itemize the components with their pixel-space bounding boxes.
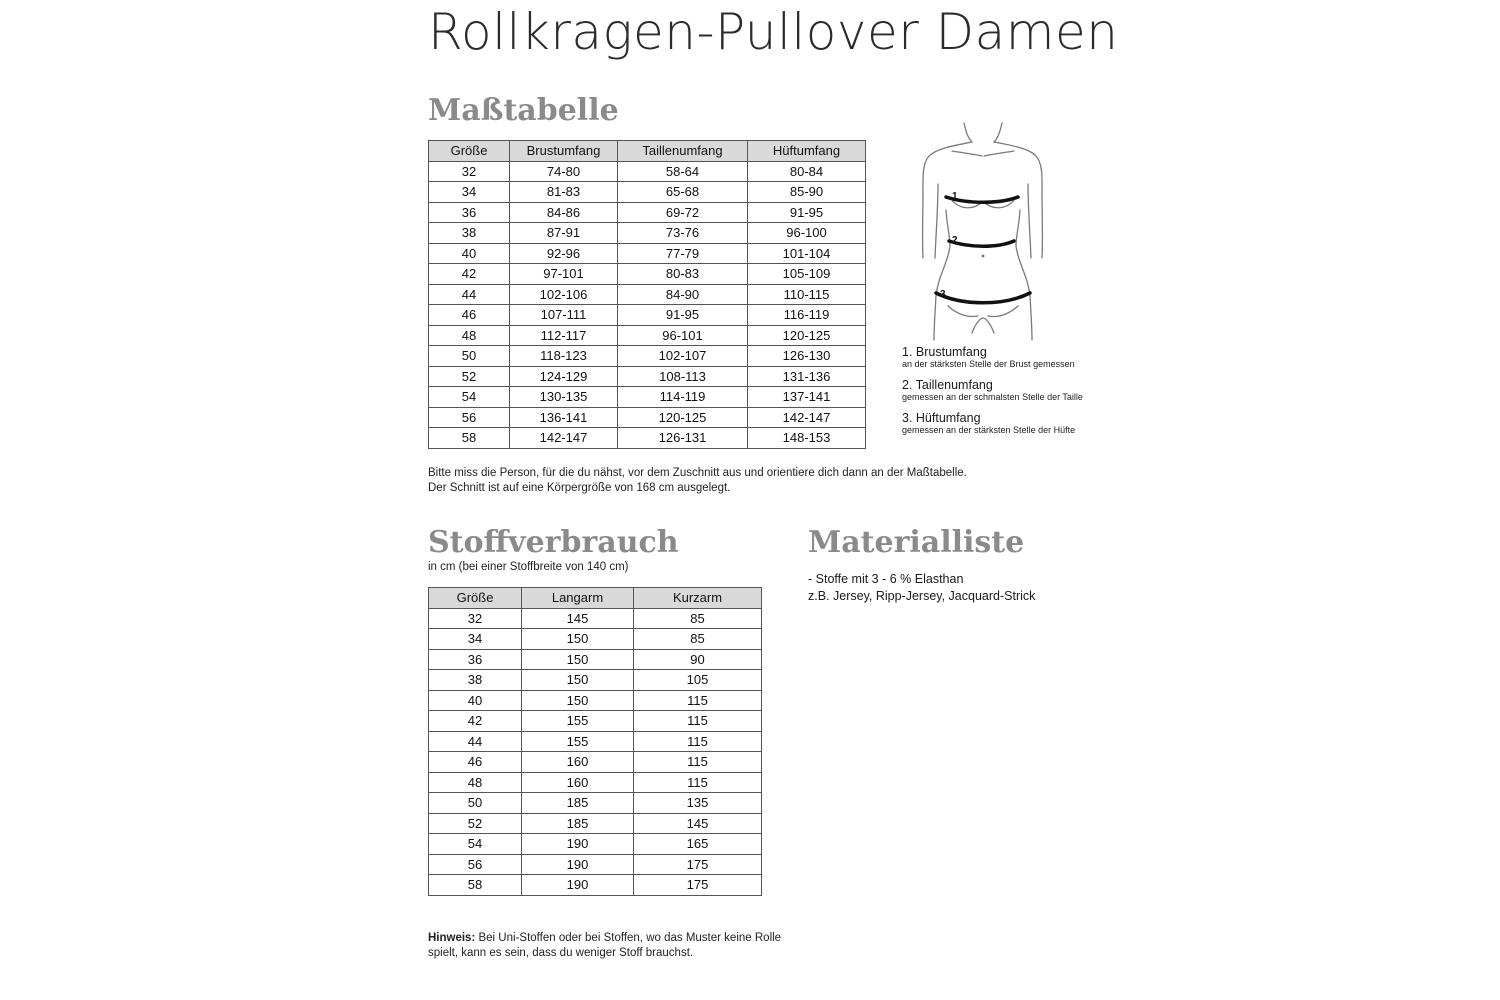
table-cell: 48 xyxy=(429,325,510,346)
table-cell: 142-147 xyxy=(748,407,866,428)
legend-item xyxy=(902,411,1132,436)
table-cell: 145 xyxy=(522,608,634,629)
table-row xyxy=(429,264,866,285)
table-cell: 114-119 xyxy=(618,387,748,408)
table-cell: 85-90 xyxy=(748,182,866,203)
table-cell: 105-109 xyxy=(748,264,866,285)
table-cell: 32 xyxy=(429,161,510,182)
table-cell: 96-101 xyxy=(618,325,748,346)
column-header: Hüftumfang xyxy=(748,141,866,162)
neck-outline-right xyxy=(994,123,1002,142)
table-cell: 175 xyxy=(634,875,762,896)
table-row xyxy=(429,875,762,896)
table-cell: 136-141 xyxy=(510,407,618,428)
table-cell: 58 xyxy=(429,875,522,896)
table-row xyxy=(429,346,866,367)
table-cell: 38 xyxy=(429,670,522,691)
materials-heading: Materialliste xyxy=(808,525,1025,560)
table-row xyxy=(429,813,762,834)
page-title: Rollkragen-Pullover Damen xyxy=(428,3,1119,61)
table-cell: 137-141 xyxy=(748,387,866,408)
navel xyxy=(982,255,985,258)
table-cell: 58 xyxy=(429,428,510,449)
table-cell: 54 xyxy=(429,834,522,855)
left-torso-side xyxy=(936,210,950,296)
table-cell: 58-64 xyxy=(618,161,748,182)
fabric-usage-table xyxy=(428,587,762,896)
fabric-hint-label: Hinweis: xyxy=(428,932,476,944)
size-chart-heading: Maßtabelle xyxy=(428,93,619,128)
fabric-hint-line-1 xyxy=(428,931,808,946)
table-cell: 145 xyxy=(634,813,762,834)
table-row xyxy=(429,182,866,203)
table-cell: 120-125 xyxy=(748,325,866,346)
measurement-note-line-2: Der Schnitt ist auf eine Körpergröße von 168 cm ausgelegt. xyxy=(428,482,731,494)
table-row xyxy=(429,284,866,305)
table-cell: 150 xyxy=(522,649,634,670)
table-header-row xyxy=(429,141,866,162)
column-header: Größe xyxy=(429,588,522,609)
table-cell: 165 xyxy=(634,834,762,855)
table-cell: 102-107 xyxy=(618,346,748,367)
table-cell: 40 xyxy=(429,243,510,264)
marker-3: 3 xyxy=(940,289,946,300)
table-cell: 115 xyxy=(634,711,762,732)
table-row xyxy=(429,243,866,264)
table-cell: 81-83 xyxy=(510,182,618,203)
table-cell: 84-86 xyxy=(510,202,618,223)
table-cell: 124-129 xyxy=(510,366,618,387)
fabric-subheading: in cm (bei einer Stoffbreite von 140 cm) xyxy=(428,561,629,573)
table-cell: 46 xyxy=(429,305,510,326)
table-cell: 34 xyxy=(429,182,510,203)
left-underwear-line xyxy=(948,306,978,317)
materials-list xyxy=(808,571,1035,605)
table-cell: 77-79 xyxy=(618,243,748,264)
right-leg-outer xyxy=(1030,296,1032,340)
table-cell: 80-83 xyxy=(618,264,748,285)
table-cell: 115 xyxy=(634,731,762,752)
table-cell: 97-101 xyxy=(510,264,618,285)
marker-2: 2 xyxy=(952,235,958,246)
table-cell: 115 xyxy=(634,752,762,773)
table-cell: 101-104 xyxy=(748,243,866,264)
table-cell: 42 xyxy=(429,711,522,732)
hip-measure-line xyxy=(936,293,1030,303)
table-cell: 32 xyxy=(429,608,522,629)
body-measurement-figure xyxy=(912,118,1047,343)
table-cell: 90 xyxy=(634,649,762,670)
table-row xyxy=(429,325,866,346)
legend-title: 3. Hüftumfang xyxy=(902,411,981,425)
table-row xyxy=(429,366,866,387)
table-cell: 155 xyxy=(522,731,634,752)
table-cell: 107-111 xyxy=(510,305,618,326)
table-cell: 148-153 xyxy=(748,428,866,449)
table-row xyxy=(429,202,866,223)
table-cell: 91-95 xyxy=(748,202,866,223)
table-cell: 115 xyxy=(634,690,762,711)
measurement-note-line-1: Bitte miss die Person, für die du nähst, vor dem Zuschnitt aus und orientiere dich dann an der Maßtabelle. xyxy=(428,467,967,479)
table-cell: 118-123 xyxy=(510,346,618,367)
materials-item: z.B. Jersey, Ripp-Jersey, Jacquard-Strick xyxy=(808,589,1036,603)
table-cell: 44 xyxy=(429,731,522,752)
table-cell: 175 xyxy=(634,854,762,875)
legend-item xyxy=(902,378,1132,403)
table-cell: 36 xyxy=(429,202,510,223)
table-cell: 185 xyxy=(522,813,634,834)
table-cell: 190 xyxy=(522,875,634,896)
measurement-legend xyxy=(902,345,1132,444)
column-header: Brustumfang xyxy=(510,141,618,162)
table-row xyxy=(429,690,762,711)
table-header-row xyxy=(429,588,762,609)
table-cell: 131-136 xyxy=(748,366,866,387)
right-underwear-line xyxy=(988,306,1018,317)
table-cell: 40 xyxy=(429,690,522,711)
fabric-hint-text: Bei Uni-Stoffen oder bei Stoffen, wo das Muster keine Rolle xyxy=(475,932,782,944)
column-header: Langarm xyxy=(522,588,634,609)
table-cell: 185 xyxy=(522,793,634,814)
table-row xyxy=(429,711,762,732)
table-cell: 87-91 xyxy=(510,223,618,244)
right-clavicle xyxy=(984,151,1014,156)
table-row xyxy=(429,752,762,773)
table-row xyxy=(429,161,866,182)
table-cell: 52 xyxy=(429,366,510,387)
table-row xyxy=(429,428,866,449)
table-cell: 190 xyxy=(522,854,634,875)
measurement-note xyxy=(428,466,1028,496)
table-cell: 50 xyxy=(429,346,510,367)
neck-outline-left xyxy=(964,123,972,142)
table-cell: 91-95 xyxy=(618,305,748,326)
table-cell: 92-96 xyxy=(510,243,618,264)
table-cell: 116-119 xyxy=(748,305,866,326)
table-cell: 74-80 xyxy=(510,161,618,182)
table-cell: 102-106 xyxy=(510,284,618,305)
table-cell: 48 xyxy=(429,772,522,793)
table-cell: 110-115 xyxy=(748,284,866,305)
table-cell: 135 xyxy=(634,793,762,814)
marker-1: 1 xyxy=(952,191,958,202)
table-cell: 56 xyxy=(429,854,522,875)
table-cell: 150 xyxy=(522,690,634,711)
table-cell: 108-113 xyxy=(618,366,748,387)
table-cell: 46 xyxy=(429,752,522,773)
legend-description: gemessen an der stärksten Stelle der Hüfte xyxy=(902,425,1076,435)
table-cell: 73-76 xyxy=(618,223,748,244)
table-row xyxy=(429,772,762,793)
table-cell: 155 xyxy=(522,711,634,732)
table-cell: 120-125 xyxy=(618,407,748,428)
waist-measure-line xyxy=(949,241,1014,246)
fabric-heading: Stoffverbrauch xyxy=(428,525,679,560)
right-arm-inner xyxy=(1028,184,1031,258)
fabric-hint-line-2: spielt, kann es sein, dass du weniger Stoff brauchst. xyxy=(428,947,694,959)
table-row xyxy=(429,793,762,814)
table-cell: 160 xyxy=(522,752,634,773)
table-cell: 80-84 xyxy=(748,161,866,182)
legend-item xyxy=(902,345,1132,370)
left-arm-inner xyxy=(935,184,938,258)
legend-description: gemessen an der schmalsten Stelle der Taille xyxy=(902,392,1083,402)
table-row xyxy=(429,731,762,752)
table-cell: 190 xyxy=(522,834,634,855)
table-row xyxy=(429,649,762,670)
table-cell: 50 xyxy=(429,793,522,814)
table-cell: 42 xyxy=(429,264,510,285)
table-cell: 34 xyxy=(429,629,522,650)
table-cell: 130-135 xyxy=(510,387,618,408)
table-cell: 115 xyxy=(634,772,762,793)
table-cell: 126-130 xyxy=(748,346,866,367)
table-row xyxy=(429,854,762,875)
table-cell: 65-68 xyxy=(618,182,748,203)
column-header: Kurzarm xyxy=(634,588,762,609)
table-cell: 38 xyxy=(429,223,510,244)
table-cell: 54 xyxy=(429,387,510,408)
table-cell: 160 xyxy=(522,772,634,793)
table-row xyxy=(429,305,866,326)
crotch-line xyxy=(972,318,994,333)
table-cell: 105 xyxy=(634,670,762,691)
legend-description: an der stärksten Stelle der Brust gemessen xyxy=(902,359,1075,369)
table-cell: 44 xyxy=(429,284,510,305)
table-row xyxy=(429,407,866,428)
table-row xyxy=(429,629,762,650)
fabric-hint xyxy=(428,931,808,961)
table-cell: 142-147 xyxy=(510,428,618,449)
table-cell: 52 xyxy=(429,813,522,834)
table-cell: 150 xyxy=(522,670,634,691)
right-torso-side xyxy=(1016,210,1030,296)
table-cell: 112-117 xyxy=(510,325,618,346)
table-cell: 69-72 xyxy=(618,202,748,223)
table-cell: 126-131 xyxy=(618,428,748,449)
table-cell: 85 xyxy=(634,629,762,650)
column-header: Größe xyxy=(429,141,510,162)
column-header: Taillenumfang xyxy=(618,141,748,162)
legend-title: 1. Brustumfang xyxy=(902,345,987,359)
table-row xyxy=(429,387,866,408)
table-cell: 85 xyxy=(634,608,762,629)
table-cell: 96-100 xyxy=(748,223,866,244)
table-row xyxy=(429,608,762,629)
legend-title: 2. Taillenumfang xyxy=(902,378,993,392)
table-cell: 84-90 xyxy=(618,284,748,305)
table-cell: 56 xyxy=(429,407,510,428)
size-chart-table xyxy=(428,140,866,449)
table-cell: 36 xyxy=(429,649,522,670)
left-leg-outer xyxy=(934,296,936,340)
table-cell: 150 xyxy=(522,629,634,650)
materials-item: - Stoffe mit 3 - 6 % Elasthan xyxy=(808,572,964,586)
table-row xyxy=(429,223,866,244)
table-row xyxy=(429,670,762,691)
left-clavicle xyxy=(952,151,982,156)
table-row xyxy=(429,834,762,855)
